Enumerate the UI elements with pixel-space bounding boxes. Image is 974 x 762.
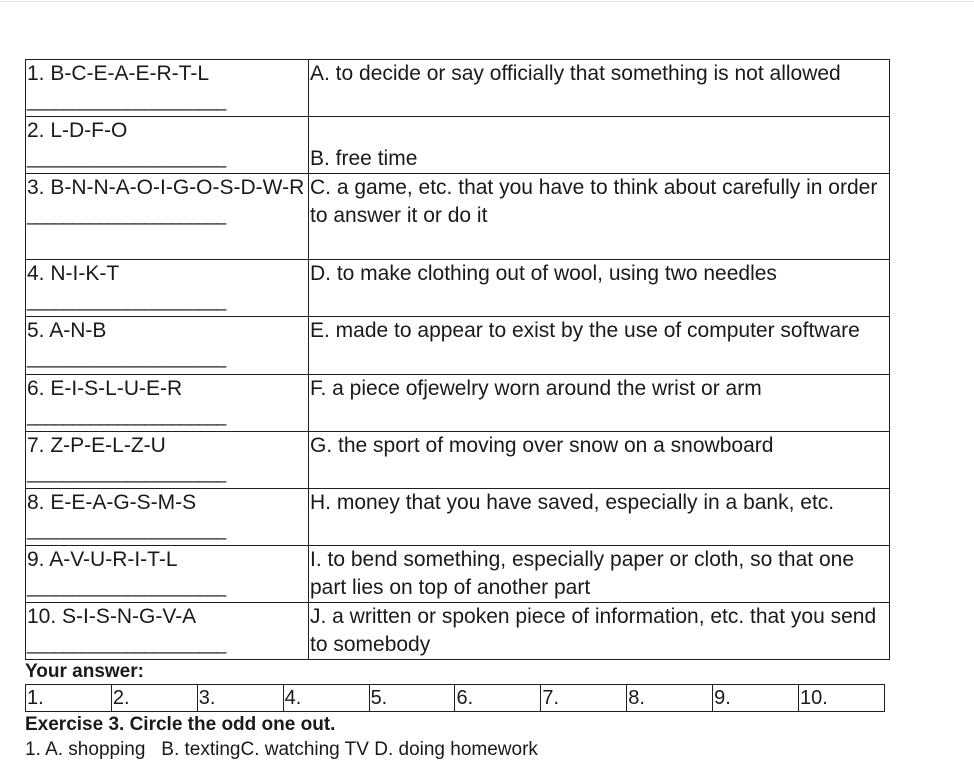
definition-cell: [309, 375, 890, 432]
table-row: [26, 432, 890, 489]
table-row: [26, 117, 890, 174]
answer-blank[interactable]: ______________________: [27, 463, 226, 483]
answer-grid: [25, 684, 885, 712]
definition-cell: [309, 117, 890, 174]
exercise-3-title: Exercise 3. Circle the odd one out.: [25, 714, 336, 735]
answer-blank[interactable]: ______________________: [27, 406, 226, 426]
scrambled-word: 6. E-I-S-L-U-E-R: [27, 377, 183, 400]
scrambled-word-cell: [26, 432, 309, 489]
scrambled-word-cell: [26, 174, 309, 260]
scrambled-word-cell: [26, 375, 309, 432]
answer-blank[interactable]: ______________________: [27, 520, 226, 540]
answer-cell-6[interactable]: 6.: [455, 685, 541, 712]
top-divider: [0, 1, 974, 2]
scrambled-word-cell: [26, 546, 309, 603]
answer-blank[interactable]: ______________________: [27, 148, 226, 168]
scrambled-word: 10. S-I-S-N-G-V-A: [27, 605, 197, 628]
table-row: [26, 603, 890, 660]
definition: F. a piece ofjewelry worn around the wrist or arm: [310, 377, 762, 400]
answer-cell-5[interactable]: 5.: [369, 685, 455, 712]
answer-cell-1[interactable]: 1.: [26, 685, 112, 712]
scrambled-word: 8. E-E-A-G-S-M-S: [27, 491, 197, 514]
scrambled-word: 2. L-D-F-O: [27, 119, 128, 142]
table-row: [26, 260, 890, 317]
definition-cell: [309, 60, 890, 117]
scrambled-word: 9. A-V-U-R-I-T-L: [27, 548, 178, 571]
definition: I. to bend something, especially paper or cloth, so that one part lies on top of another part: [310, 548, 855, 599]
exercise-3-item-1: 1. A. shopping B. textingC. watching TV D. doing homework: [25, 739, 538, 760]
definition-cell: [309, 603, 890, 660]
scrambled-word: 7. Z-P-E-L-Z-U: [27, 434, 166, 457]
answer-row: [26, 685, 885, 712]
scrambled-word-cell: [26, 317, 309, 375]
definition: J. a written or spoken piece of information, etc. that you send to somebody: [310, 605, 877, 656]
matching-table: [25, 59, 890, 660]
definition-cell: [309, 489, 890, 546]
scrambled-word-cell: [26, 260, 309, 317]
table-row: [26, 60, 890, 117]
table-row: [26, 546, 890, 603]
answer-blank[interactable]: ______________________: [27, 205, 226, 225]
scrambled-word-cell: [26, 117, 309, 174]
scrambled-word-cell: [26, 489, 309, 546]
definition: B. free time: [310, 147, 418, 170]
definition: G. the sport of moving over snow on a snowboard: [310, 434, 774, 457]
table-row: [26, 317, 890, 375]
scrambled-word-cell: [26, 603, 309, 660]
table-row: [26, 174, 890, 260]
definition: H. money that you have saved, especially in a bank, etc.: [310, 491, 835, 514]
answer-cell-4[interactable]: 4.: [283, 685, 369, 712]
answer-cell-8[interactable]: 8.: [627, 685, 713, 712]
definition: C. a game, etc. that you have to think about carefully in order to answer it or do it: [310, 176, 878, 227]
table-row: [26, 375, 890, 432]
scrambled-word: 5. A-N-B: [27, 319, 107, 342]
definition-cell: [309, 260, 890, 317]
answer-cell-10[interactable]: 10.: [799, 685, 885, 712]
answer-blank[interactable]: ______________________: [27, 577, 226, 597]
definition-cell: [309, 546, 890, 603]
definition-cell: [309, 432, 890, 489]
answer-blank[interactable]: ______________________: [27, 348, 226, 368]
scrambled-word-cell: [26, 60, 309, 117]
table-row: [26, 489, 890, 546]
definition-cell: [309, 174, 890, 260]
answer-cell-7[interactable]: 7.: [541, 685, 627, 712]
definition: D. to make clothing out of wool, using two needles: [310, 262, 777, 285]
answer-blank[interactable]: ______________________: [27, 291, 226, 311]
answer-blank[interactable]: ______________________: [27, 634, 226, 654]
answer-cell-9[interactable]: 9.: [713, 685, 799, 712]
scrambled-word: 3. B-N-N-A-O-I-G-O-S-D-W-R: [27, 176, 305, 199]
scrambled-word: 1. B-C-E-A-E-R-T-L: [27, 62, 210, 85]
your-answer-label: Your answer:: [25, 661, 144, 682]
definition: A. to decide or say officially that something is not allowed: [310, 62, 841, 85]
answer-cell-3[interactable]: 3.: [197, 685, 283, 712]
answer-cell-2[interactable]: 2.: [111, 685, 197, 712]
definition: E. made to appear to exist by the use of computer software: [310, 319, 860, 342]
definition-cell: [309, 317, 890, 375]
answer-blank[interactable]: ______________________: [27, 91, 226, 111]
scrambled-word: 4. N-I-K-T: [27, 262, 120, 285]
